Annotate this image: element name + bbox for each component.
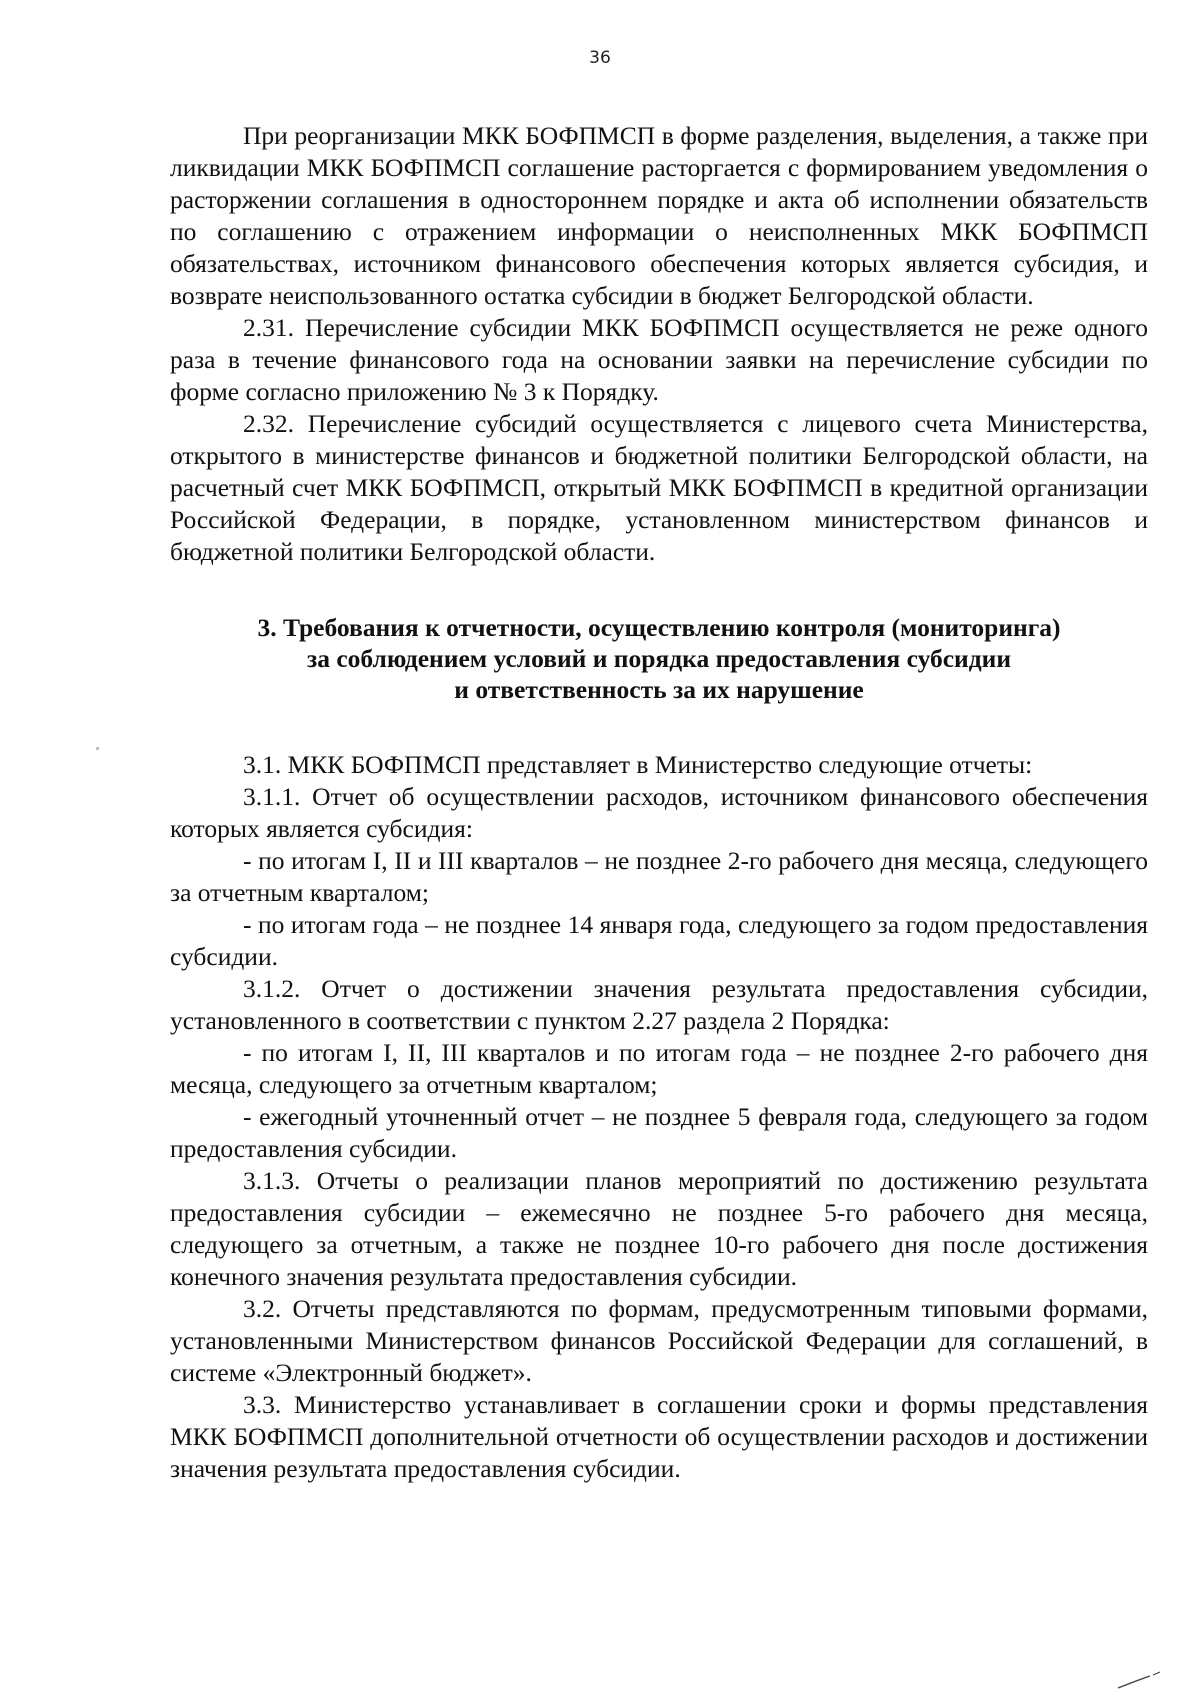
paragraph-reorganization: При реорганизации МКК БОФПМСП в форме разделения, выделения, а также при ликвидации МКК БОФПМСП соглашение расторгается с формированием уведомления о расторжении соглашения в одностороннем порядке и акта об исполнении обязательств по соглашению с отражением информации о неисполненных МКК БОФПМСП обязательствах, источником финансового обеспечения которых является субсидия, и возврате неиспользованного остатка субсидии в бюджет Белгородской области. [170,121,1148,310]
list-item-annual: - по итогам года – не позднее 14 января года, следующего за годом предоставления субсидии. [170,910,1148,971]
paragraph-3-1-3: 3.1.3. Отчеты о реализации планов мероприятий по достижению результата предоставления субсидии – ежемесячно не позднее 5-го рабочего дня месяца, следующего за отчетным, а также не позднее 10-го рабочего дня после достижения конечного значения результата предоставления субсидии. [170,1166,1148,1291]
spacer [170,705,1148,749]
list-item-quarterly-result: - по итогам I, II, III кварталов и по итогам года – не позднее 2-го рабочего дня месяца, следующего за отчетным кварталом; [170,1038,1148,1099]
section-heading-line-3: и ответственность за их нарушение [454,675,864,704]
paragraph-2-32: 2.32. Перечисление субсидий осуществляется с лицевого счета Министерства, открытого в министерстве финансов и бюджетной политики Белгородской области, на расчетный счет МКК БОФПМСП, открытый МКК БОФПМСП в кредитной организации Российской Федерации, в порядке, установленном министерством финансов и бюджетной политики Белгородской области. [170,409,1148,566]
section-3-heading [170,612,1148,705]
section-heading-line-2: за соблюдением условий и порядка предоставления субсидии [306,644,1012,673]
signature-mark-icon [1116,1670,1162,1690]
paragraph-3-1-1: 3.1.1. Отчет об осуществлении расходов, источником финансового обеспечения которых является субсидия: [170,782,1148,843]
list-item-quarterly: - по итогам I, II и III кварталов – не позднее 2-го рабочего дня месяца, следующего за отчетным кварталом; [170,846,1148,907]
section-heading-line-1: 3. Требования к отчетности, осуществлению контроля (мониторинга) [257,613,1061,642]
document-body [170,120,1148,1485]
paragraph-3-3: 3.3. Министерство устанавливает в соглашении сроки и формы представления МКК БОФПМСП дополнительной отчетности об осуществлении расходов и достижении значения результата предоставления субсидии. [170,1390,1148,1483]
paragraph-3-2: 3.2. Отчеты представляются по формам, предусмотренным типовыми формами, установленными Министерством финансов Российской Федерации для соглашений, в системе «Электронный бюджет». [170,1294,1148,1387]
spacer [170,568,1148,612]
page-number: 36 [589,48,611,68]
paragraph-3-1-2: 3.1.2. Отчет о достижении значения результата предоставления субсидии, установленного в соответствии с пунктом 2.27 раздела 2 Порядка: [170,974,1148,1035]
paragraph-2-31: 2.31. Перечисление субсидии МКК БОФПМСП осуществляется не реже одного раза в течение финансового года на основании заявки на перечисление субсидии по форме согласно приложению № 3 к Порядку. [170,313,1148,406]
paragraph-3-1: 3.1. МКК БОФПМСП представляет в Министерство следующие отчеты: [243,750,1033,779]
scan-speck [96,747,99,750]
list-item-annual-refined: - ежегодный уточненный отчет – не позднее 5 февраля года, следующего за годом предоставления субсидии. [170,1102,1148,1163]
